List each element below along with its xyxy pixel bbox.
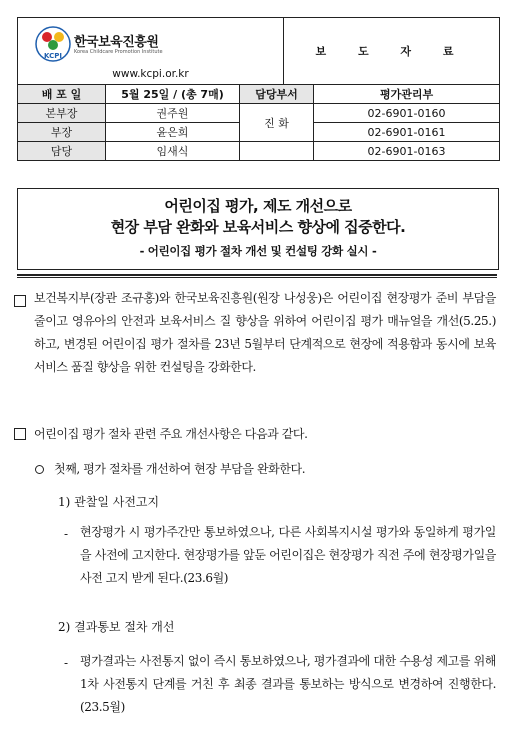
date-value: 5월 25일 / (총 7매) xyxy=(106,85,240,104)
headline-line-1: 어린이집 평가, 제도 개선으로 xyxy=(164,197,352,215)
body-paragraph-2: 어린이집 평가 절차 관련 주요 개선사항은 다음과 같다. xyxy=(34,427,308,441)
circle-bullet-icon xyxy=(35,465,44,474)
dept-label: 담당부서 xyxy=(240,85,314,104)
item-2-title: 2) 결과통보 절차 개선 xyxy=(58,620,175,634)
header-table xyxy=(17,17,500,161)
bullet-first: 첫째, 평가 절차를 개선하여 현장 부담을 완화한다. xyxy=(54,462,306,476)
contact-label: 진 화 xyxy=(240,104,314,142)
contact-phone: 02-6901-0160 xyxy=(314,104,500,123)
contact-role: 본부장 xyxy=(18,104,106,123)
org-url[interactable]: www.kcpi.or.kr xyxy=(112,68,189,80)
date-label: 배 포 일 xyxy=(18,85,106,104)
item-1-text: 현장평가 시 평가주간만 통보하였으나, 다른 사회복지시설 평가와 동일하게 평가일을 사전에 고지한다. 현장평가를 앞둔 어린이집은 현장평가 직전 주에 현장평가일을 사전 고지 받게 된다.(23.6월) xyxy=(80,525,496,585)
dash-icon: - xyxy=(64,656,69,670)
headline-line-2: 현장 부담 완화와 보육서비스 향상에 집중한다. xyxy=(110,218,406,236)
org-name-ko: 한국보육진흥원 xyxy=(74,35,159,50)
dash-icon: - xyxy=(64,527,69,541)
kcpi-logo-icon xyxy=(34,25,72,63)
logo-cell xyxy=(18,18,284,85)
org-name-en: Korea Childcare Promotion Institute xyxy=(74,49,163,55)
contact-blank xyxy=(240,142,314,161)
item-2-text: 평가결과는 사전통지 없이 즉시 통보하였으나, 평가결과에 대한 수용성 제고를 위해 1차 사전통지 단계를 거친 후 최종 결과를 통보하는 방식으로 변경하여 진행한다.(23.5월) xyxy=(80,654,496,714)
contact-phone: 02-6901-0161 xyxy=(314,123,500,142)
contact-role: 담당 xyxy=(18,142,106,161)
logo-mark-text: KCPI xyxy=(44,52,62,60)
dept-value: 평가관리부 xyxy=(314,85,500,104)
square-bullet-icon xyxy=(14,428,26,440)
headline-box xyxy=(17,188,499,270)
headline-subtitle: - 어린이집 평가 절차 개선 및 컨설팅 강화 실시 - xyxy=(139,244,377,258)
contact-name: 임새식 xyxy=(106,142,240,161)
section-divider xyxy=(17,274,497,278)
body-paragraph-1: 보건복지부(장관 조규홍)와 한국보육진흥원(원장 나성웅)은 어린이집 현장평가 준비 부담을 줄이고 영유아의 안전과 보육서비스 질 향상을 위하여 어린이집 평가 매뉴얼을 개선(5.25.)하고, 변경된 어린이집 평가 절차를 23년 5월부터 단계적으로 현장에 적용함과 동시에 보육서비스 품질 향상을 위한 컨설팅을 강화한다. xyxy=(34,291,496,374)
kcpi-logo xyxy=(34,25,194,65)
contact-phone: 02-6901-0163 xyxy=(314,142,500,161)
contact-name: 권주원 xyxy=(106,104,240,123)
contact-role: 부장 xyxy=(18,123,106,142)
press-release-title: 보 도 자 료 xyxy=(284,18,500,85)
item-1-title: 1) 관찰일 사전고지 xyxy=(58,495,160,509)
square-bullet-icon xyxy=(14,295,26,307)
contact-name: 윤은희 xyxy=(106,123,240,142)
